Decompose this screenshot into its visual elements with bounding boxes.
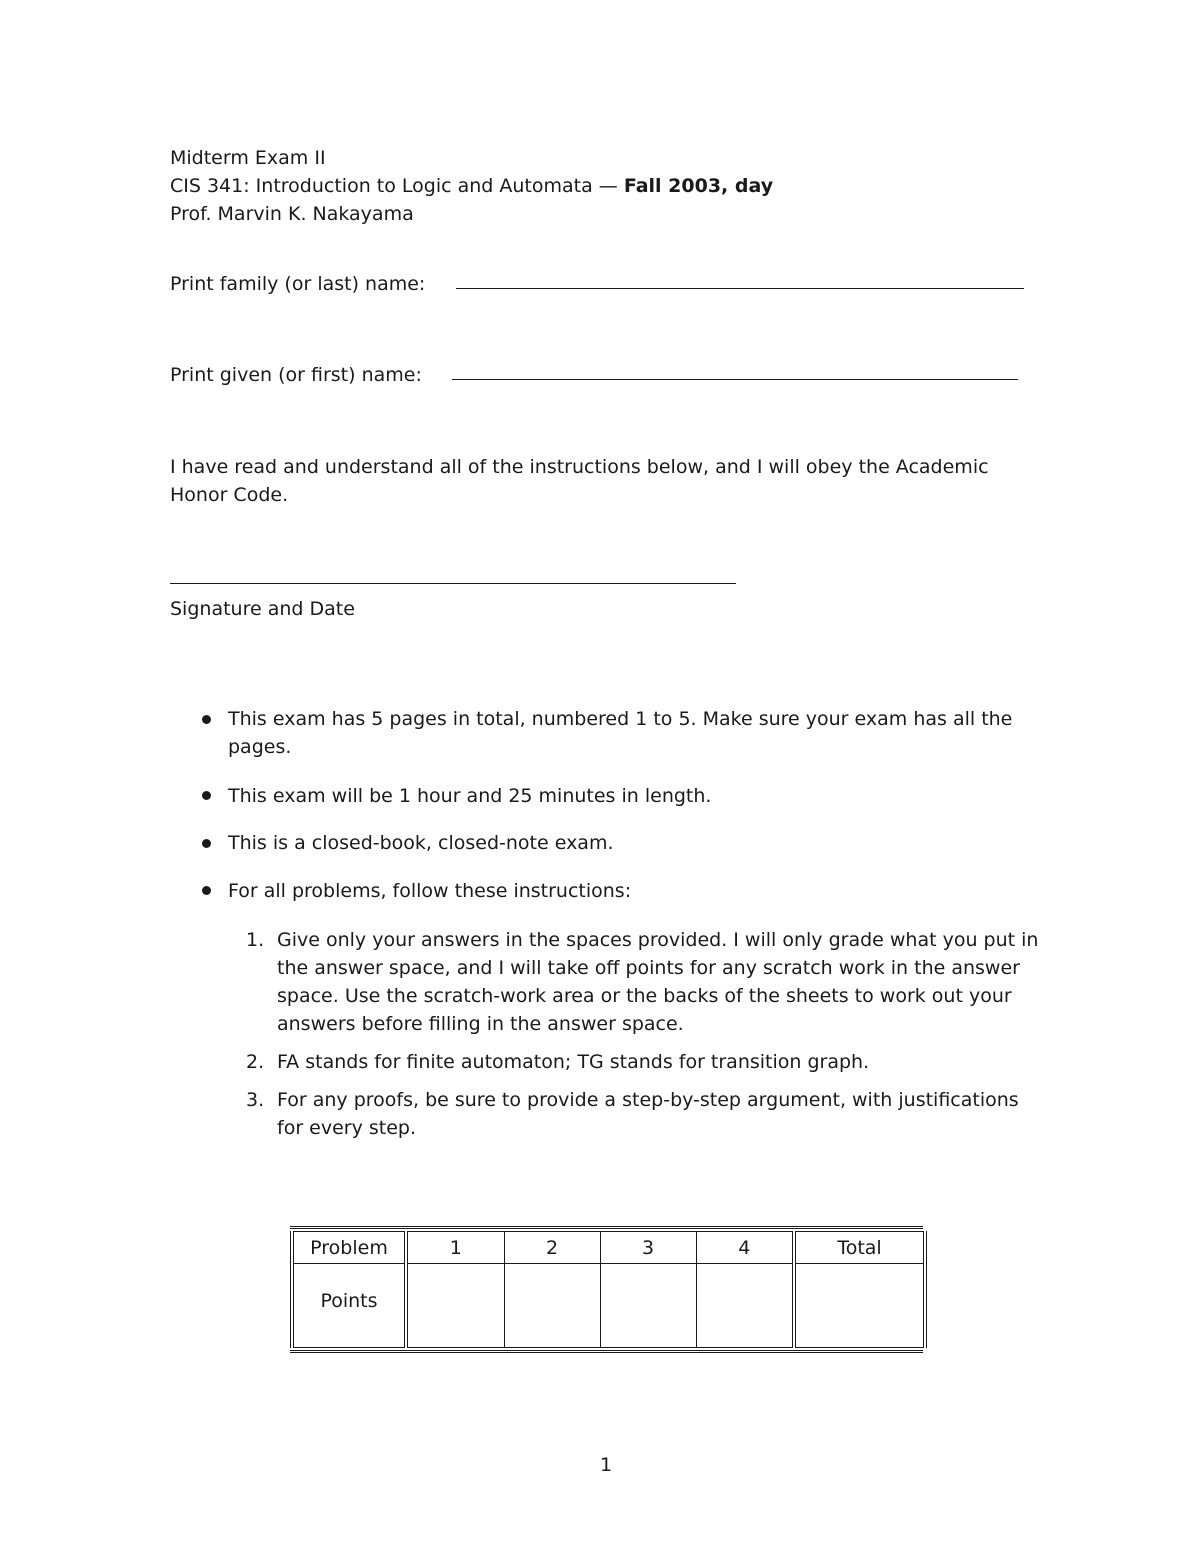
honor-statement: I have read and understand all of the instructions below, and I will obey the Academic Honor Code. bbox=[170, 456, 989, 506]
family-name-label: Print family (or last) name: bbox=[170, 273, 426, 295]
signature-field[interactable] bbox=[170, 583, 736, 584]
score-header-row bbox=[292, 1232, 925, 1264]
bullet-icon bbox=[202, 715, 211, 724]
problem-1-header: 1 bbox=[406, 1232, 504, 1264]
score-table bbox=[290, 1226, 923, 1353]
points-cell-4 bbox=[696, 1264, 794, 1348]
total-header: Total bbox=[794, 1232, 925, 1264]
points-cell-total bbox=[794, 1264, 925, 1348]
family-name-field[interactable] bbox=[456, 288, 1024, 289]
problem-4-header: 4 bbox=[696, 1232, 794, 1264]
given-name-label: Print given (or first) name: bbox=[170, 364, 422, 386]
term-label: Fall 2003, day bbox=[623, 175, 774, 197]
course-name: CIS 341: Introduction to Logic and Automata — bbox=[170, 175, 618, 197]
instruction-bullet: This exam has 5 pages in total, numbered 1 to 5. Make sure your exam has all the pages. bbox=[228, 708, 1013, 758]
numbered-instruction: FA stands for finite automaton; TG stands for transition graph. bbox=[277, 1051, 870, 1073]
page-number: 1 bbox=[599, 1454, 613, 1476]
bullet-icon bbox=[202, 839, 211, 848]
given-name-field[interactable] bbox=[452, 379, 1018, 380]
score-grid bbox=[290, 1231, 927, 1348]
instruction-bullet: This exam will be 1 hour and 25 minutes in length. bbox=[228, 785, 712, 807]
points-cell-2 bbox=[504, 1264, 600, 1348]
numbered-instruction: For any proofs, be sure to provide a step-by-step argument, with justifications for every step. bbox=[277, 1089, 1019, 1139]
course-line bbox=[170, 172, 773, 200]
list-number: 2. bbox=[246, 1051, 265, 1073]
signature-label: Signature and Date bbox=[170, 598, 355, 620]
points-cell-1 bbox=[406, 1264, 504, 1348]
problem-2-header: 2 bbox=[504, 1232, 600, 1264]
instruction-bullet: For all problems, follow these instructions: bbox=[228, 880, 632, 902]
instructor-name: Prof. Marvin K. Nakayama bbox=[170, 203, 414, 225]
problem-3-header: 3 bbox=[600, 1232, 696, 1264]
list-number: 3. bbox=[246, 1089, 265, 1111]
bullet-icon bbox=[202, 886, 211, 895]
problem-header: Problem bbox=[292, 1232, 406, 1264]
points-label: Points bbox=[292, 1264, 406, 1348]
score-points-row bbox=[292, 1264, 925, 1348]
instruction-bullet: This is a closed-book, closed-note exam. bbox=[228, 832, 614, 854]
bullet-icon bbox=[202, 791, 211, 800]
points-cell-3 bbox=[600, 1264, 696, 1348]
numbered-instruction: Give only your answers in the spaces provided. I will only grade what you put in the answer space, and I will take off points for any scratch work in the answer space. Use the scratch-work area or the backs of the sheets to work out your answers before filling in the answer space. bbox=[277, 929, 1039, 1035]
exam-title: Midterm Exam II bbox=[170, 147, 326, 169]
list-number: 1. bbox=[246, 929, 265, 951]
